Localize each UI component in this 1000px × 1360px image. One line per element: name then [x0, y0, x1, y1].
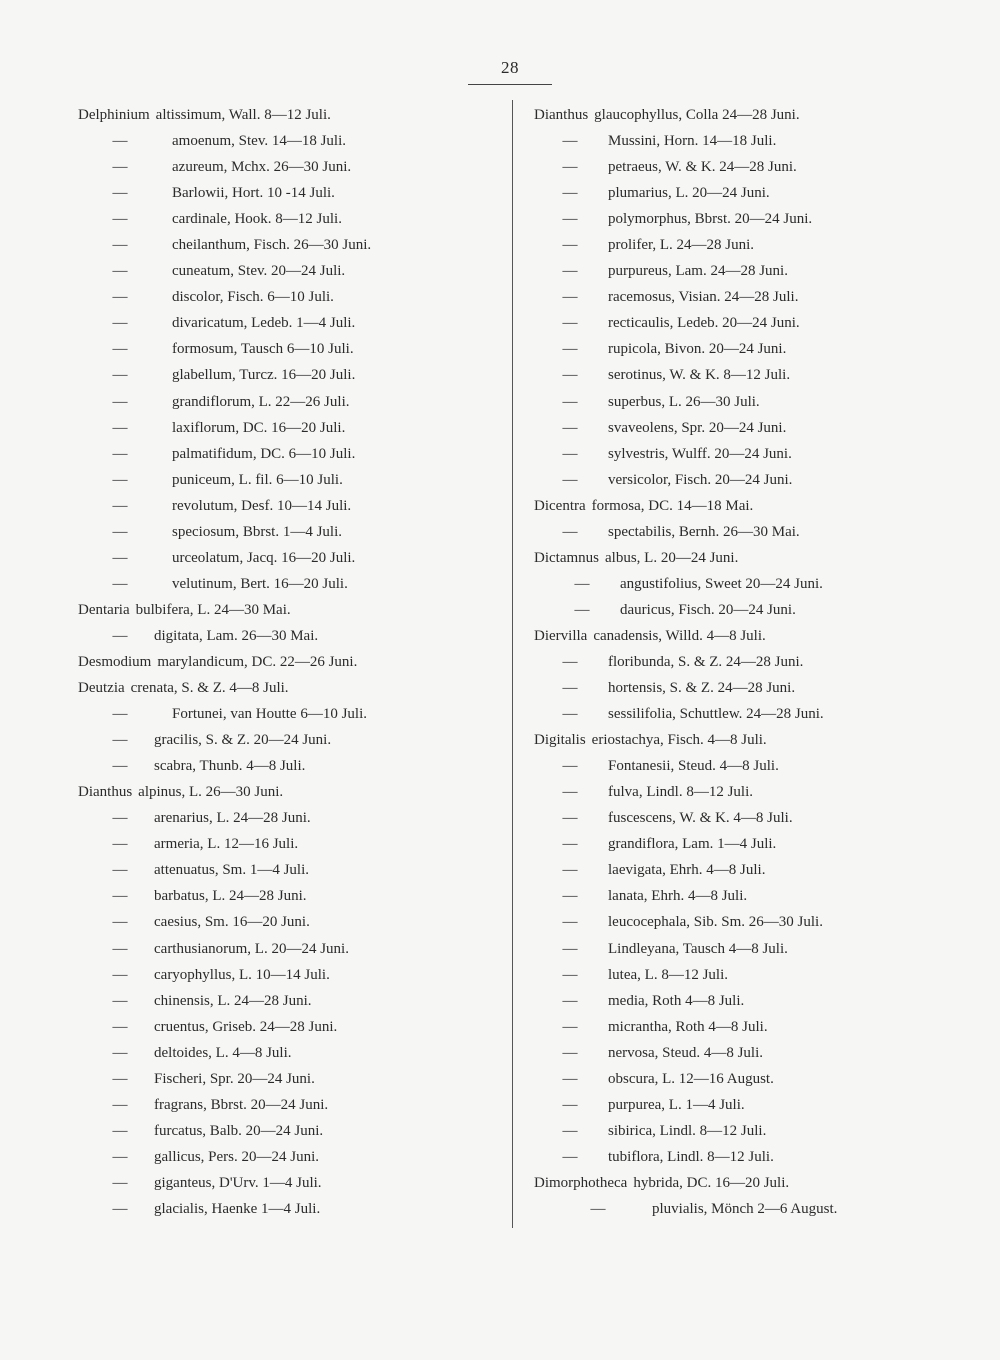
ditto-dash: — [112, 1096, 128, 1113]
ditto-dash: — [112, 549, 128, 566]
ditto-dash: — [112, 1200, 128, 1217]
list-item [78, 206, 503, 232]
left-column [78, 102, 503, 1222]
species-entry: cardinale, Hook. 8—12 Juli. [172, 211, 342, 228]
list-item [78, 389, 503, 415]
ditto-dash: — [112, 706, 128, 723]
species-entry: amoenum, Stev. 14—18 Juli. [172, 133, 347, 150]
list-item [534, 336, 974, 362]
ditto-dash: — [562, 445, 578, 462]
genus-name: Dictamnus [534, 549, 599, 566]
list-item [534, 180, 974, 206]
list-item [534, 1170, 974, 1196]
species-entry: palmatifidum, DC. 6—10 Juli. [172, 445, 356, 462]
ditto-dash: — [112, 185, 128, 202]
species-entry: giganteus, D'Urv. 1—4 Juli. [154, 1174, 322, 1191]
list-item [78, 962, 503, 988]
species-entry: grandiflora, Lam. 1—4 Juli. [608, 836, 777, 853]
list-item [78, 1066, 503, 1092]
list-item [534, 623, 974, 649]
genus-name: Deutzia [78, 680, 125, 697]
ditto-dash: — [112, 888, 128, 905]
ditto-dash: — [562, 862, 578, 879]
species-entry: nervosa, Steud. 4—8 Juli. [608, 1044, 763, 1061]
ditto-dash: — [112, 836, 128, 853]
species-entry: sessilifolia, Schuttlew. 24—28 Juni. [608, 706, 824, 723]
list-item [78, 571, 503, 597]
ditto-dash: — [562, 810, 578, 827]
list-item [78, 597, 503, 623]
species-entry: fuscescens, W. & K. 4—8 Juli. [608, 810, 793, 827]
list-item [78, 1196, 503, 1222]
ditto-dash: — [112, 367, 128, 384]
list-item [78, 936, 503, 962]
ditto-dash: — [112, 419, 128, 436]
ditto-dash: — [562, 237, 578, 254]
header-rule [468, 84, 552, 85]
list-item [534, 936, 974, 962]
species-entry: polymorphus, Bbrst. 20—24 Juni. [608, 211, 813, 228]
list-item [534, 883, 974, 909]
list-item [534, 310, 974, 336]
list-item [78, 1118, 503, 1144]
list-item [534, 154, 974, 180]
species-entry: azureum, Mchx. 26—30 Juni. [172, 159, 352, 176]
species-entry: spectabilis, Bernh. 26—30 Mai. [608, 523, 800, 540]
species-entry: velutinum, Bert. 16—20 Juli. [172, 575, 348, 592]
ditto-dash: — [562, 940, 578, 957]
genus-name: Dicentra [534, 497, 586, 514]
list-item [534, 232, 974, 258]
ditto-dash: — [562, 523, 578, 540]
species-entry: racemosus, Visian. 24—28 Juli. [608, 289, 799, 306]
list-item [78, 336, 503, 362]
species-entry: svaveolens, Spr. 20—24 Juni. [608, 419, 787, 436]
list-item [534, 727, 974, 753]
species-entry: attenuatus, Sm. 1—4 Juli. [154, 862, 309, 879]
species-entry: hybrida, DC. 16—20 Juli. [633, 1174, 790, 1191]
list-item [78, 545, 503, 571]
list-item [534, 493, 974, 519]
species-entry: crenata, S. & Z. 4—8 Juli. [130, 680, 289, 697]
species-entry: caesius, Sm. 16—20 Juni. [154, 914, 310, 931]
species-entry: digitata, Lam. 26—30 Mai. [154, 627, 319, 644]
ditto-dash: — [562, 992, 578, 1009]
species-entry: versicolor, Fisch. 20—24 Juni. [608, 471, 793, 488]
species-entry: recticaulis, Ledeb. 20—24 Juni. [608, 315, 800, 332]
list-item [78, 180, 503, 206]
ditto-dash: — [112, 1174, 128, 1191]
species-entry: alpinus, L. 26—30 Juni. [138, 784, 284, 801]
ditto-dash: — [562, 784, 578, 801]
list-item [78, 102, 503, 128]
species-entry: formosum, Tausch 6—10 Juli. [172, 341, 354, 358]
ditto-dash: — [562, 289, 578, 306]
list-item [534, 519, 974, 545]
species-entry: angustifolius, Sweet 20—24 Juni. [620, 575, 823, 592]
list-item [78, 154, 503, 180]
list-item [78, 779, 503, 805]
list-item [78, 727, 503, 753]
species-entry: discolor, Fisch. 6—10 Juli. [172, 289, 334, 306]
species-entry: altissimum, Wall. 8—12 Juli. [155, 107, 331, 123]
species-entry: Mussini, Horn. 14—18 Juli. [608, 133, 777, 150]
species-entry: leucocephala, Sib. Sm. 26—30 Juli. [608, 914, 823, 931]
species-entry: serotinus, W. & K. 8—12 Juli. [608, 367, 791, 384]
ditto-dash: — [590, 1200, 606, 1217]
genus-name: Dianthus [534, 107, 589, 123]
ditto-dash: — [112, 758, 128, 775]
ditto-dash: — [112, 315, 128, 332]
list-item [534, 389, 974, 415]
species-entry: gracilis, S. & Z. 20—24 Juni. [154, 732, 332, 749]
ditto-dash: — [562, 966, 578, 983]
ditto-dash: — [112, 497, 128, 514]
list-item [78, 675, 503, 701]
species-entry: pluvialis, Mönch 2—6 August. [652, 1200, 838, 1217]
ditto-dash: — [562, 1044, 578, 1061]
ditto-dash: — [562, 367, 578, 384]
list-item [78, 753, 503, 779]
list-item [78, 909, 503, 935]
genus-name: Dimorphotheca [534, 1174, 628, 1191]
list-item [78, 467, 503, 493]
ditto-dash: — [112, 1070, 128, 1087]
species-entry: laevigata, Ehrh. 4—8 Juli. [608, 862, 766, 879]
species-entry: prolifer, L. 24—28 Juni. [608, 237, 755, 254]
list-item [534, 675, 974, 701]
list-item [534, 1144, 974, 1170]
ditto-dash: — [562, 185, 578, 202]
genus-name: Dentaria [78, 601, 130, 618]
ditto-dash: — [112, 992, 128, 1009]
species-entry: lutea, L. 8—12 Juli. [608, 966, 728, 983]
list-item [78, 1040, 503, 1066]
list-item [534, 1040, 974, 1066]
list-item [534, 1118, 974, 1144]
ditto-dash: — [112, 1122, 128, 1139]
ditto-dash: — [112, 1044, 128, 1061]
species-entry: Fontanesii, Steud. 4—8 Juli. [608, 758, 779, 775]
species-entry: arenarius, L. 24—28 Juni. [154, 810, 311, 827]
species-entry: fulva, Lindl. 8—12 Juli. [608, 784, 753, 801]
species-entry: fragrans, Bbrst. 20—24 Juni. [154, 1096, 329, 1113]
list-item [78, 284, 503, 310]
species-entry: purpureus, Lam. 24—28 Juni. [608, 263, 788, 280]
list-item [78, 1170, 503, 1196]
list-item [534, 1092, 974, 1118]
page-number: 28 [501, 58, 519, 77]
list-item [78, 310, 503, 336]
species-entry: divaricatum, Ledeb. 1—4 Juli. [172, 315, 356, 332]
ditto-dash: — [562, 888, 578, 905]
species-entry: puniceum, L. fil. 6—10 Juli. [172, 471, 343, 488]
ditto-dash: — [574, 601, 590, 618]
right-column [534, 102, 974, 1222]
ditto-dash: — [562, 1148, 578, 1165]
ditto-dash: — [112, 966, 128, 983]
ditto-dash: — [562, 211, 578, 228]
list-item [534, 805, 974, 831]
list-item [534, 362, 974, 388]
species-entry: caryophyllus, L. 10—14 Juli. [154, 966, 330, 983]
ditto-dash: — [562, 1070, 578, 1087]
ditto-dash: — [112, 810, 128, 827]
genus-name: Delphinium [78, 107, 150, 123]
species-entry: Lindleyana, Tausch 4—8 Juli. [608, 940, 788, 957]
list-item [78, 883, 503, 909]
list-item [78, 362, 503, 388]
ditto-dash: — [112, 732, 128, 749]
species-entry: speciosum, Bbrst. 1—4 Juli. [172, 523, 343, 540]
species-entry: marylandicum, DC. 22—26 Juni. [157, 653, 358, 670]
list-item [78, 623, 503, 649]
ditto-dash: — [112, 627, 128, 644]
list-item [78, 988, 503, 1014]
list-item [534, 988, 974, 1014]
species-entry: carthusianorum, L. 20—24 Juni. [154, 940, 349, 957]
species-entry: cheilanthum, Fisch. 26—30 Juni. [172, 237, 372, 254]
species-entry: Barlowii, Hort. 10 -14 Juli. [172, 185, 335, 202]
list-item [534, 1066, 974, 1092]
species-entry: laxiflorum, DC. 16—20 Juli. [172, 419, 346, 436]
species-entry: micrantha, Roth 4—8 Juli. [608, 1018, 768, 1035]
ditto-dash: — [562, 836, 578, 853]
ditto-dash: — [562, 315, 578, 332]
ditto-dash: — [112, 523, 128, 540]
species-entry: tubiflora, Lindl. 8—12 Juli. [608, 1148, 774, 1165]
list-item [78, 519, 503, 545]
ditto-dash: — [562, 758, 578, 775]
list-item [78, 649, 503, 675]
species-entry: floribunda, S. & Z. 24—28 Juni. [608, 653, 804, 670]
ditto-dash: — [112, 393, 128, 410]
list-item [534, 857, 974, 883]
species-entry: media, Roth 4—8 Juli. [608, 992, 745, 1009]
ditto-dash: — [112, 1018, 128, 1035]
species-entry: armeria, L. 12—16 Juli. [154, 836, 299, 853]
list-item [534, 206, 974, 232]
species-entry: obscura, L. 12—16 August. [608, 1070, 774, 1087]
ditto-dash: — [112, 159, 128, 176]
ditto-dash: — [112, 575, 128, 592]
ditto-dash: — [562, 419, 578, 436]
species-entry: sibirica, Lindl. 8—12 Juli. [608, 1122, 767, 1139]
genus-name: Digitalis [534, 732, 586, 749]
species-entry: hortensis, S. & Z. 24—28 Juni. [608, 680, 796, 697]
ditto-dash: — [562, 393, 578, 410]
ditto-dash: — [562, 159, 578, 176]
list-item [534, 909, 974, 935]
list-item [534, 701, 974, 727]
species-entry: glabellum, Turcz. 16—20 Juli. [172, 367, 356, 384]
species-entry: grandiflorum, L. 22—26 Juli. [172, 393, 350, 410]
ditto-dash: — [562, 1018, 578, 1035]
species-entry: barbatus, L. 24—28 Juni. [154, 888, 307, 905]
ditto-dash: — [112, 940, 128, 957]
species-entry: dauricus, Fisch. 20—24 Juni. [620, 601, 796, 618]
species-entry: Fortunei, van Houtte 6—10 Juli. [172, 706, 367, 723]
genus-name: Diervilla [534, 627, 588, 644]
species-entry: scabra, Thunb. 4—8 Juli. [154, 758, 306, 775]
ditto-dash: — [562, 706, 578, 723]
species-entry: revolutum, Desf. 10—14 Juli. [172, 497, 352, 514]
ditto-dash: — [562, 263, 578, 280]
list-item [78, 1092, 503, 1118]
ditto-dash: — [562, 653, 578, 670]
list-item [78, 1014, 503, 1040]
ditto-dash: — [112, 471, 128, 488]
ditto-dash: — [562, 471, 578, 488]
ditto-dash: — [562, 1096, 578, 1113]
column-divider [512, 100, 513, 1228]
list-item [534, 441, 974, 467]
species-entry: rupicola, Bivon. 20—24 Juni. [608, 341, 787, 358]
species-entry: urceolatum, Jacq. 16—20 Juli. [172, 549, 356, 566]
list-item [534, 258, 974, 284]
ditto-dash: — [112, 289, 128, 306]
list-item [78, 493, 503, 519]
list-item [78, 415, 503, 441]
species-entry: Fischeri, Spr. 20—24 Juni. [154, 1070, 315, 1087]
list-item [78, 805, 503, 831]
list-item [78, 232, 503, 258]
genus-name: Dianthus [78, 784, 133, 801]
list-item [78, 701, 503, 727]
ditto-dash: — [112, 211, 128, 228]
species-entry: cuneatum, Stev. 20—24 Juli. [172, 263, 346, 280]
ditto-dash: — [112, 862, 128, 879]
species-entry: sylvestris, Wulff. 20—24 Juni. [608, 445, 792, 462]
list-item [534, 753, 974, 779]
species-entry: plumarius, L. 20—24 Juni. [608, 185, 770, 202]
list-item [78, 441, 503, 467]
ditto-dash: — [562, 680, 578, 697]
list-item [534, 1196, 974, 1222]
list-item [534, 779, 974, 805]
list-item [78, 857, 503, 883]
list-item [534, 649, 974, 675]
species-entry: glaucophyllus, Colla 24—28 Juni. [594, 107, 800, 123]
species-entry: gallicus, Pers. 20—24 Juni. [154, 1148, 319, 1165]
list-item [534, 831, 974, 857]
list-item [534, 284, 974, 310]
list-item [534, 128, 974, 154]
list-item [534, 467, 974, 493]
genus-name: Desmodium [78, 653, 152, 670]
ditto-dash: — [112, 263, 128, 280]
list-item [534, 415, 974, 441]
ditto-dash: — [112, 133, 128, 150]
list-item [534, 962, 974, 988]
ditto-dash: — [112, 237, 128, 254]
ditto-dash: — [112, 914, 128, 931]
species-entry: albus, L. 20—24 Juni. [605, 549, 739, 566]
ditto-dash: — [562, 914, 578, 931]
species-entry: bulbifera, L. 24—30 Mai. [135, 601, 291, 618]
species-entry: deltoides, L. 4—8 Juli. [154, 1044, 292, 1061]
ditto-dash: — [112, 1148, 128, 1165]
species-entry: canadensis, Willd. 4—8 Juli. [593, 627, 766, 644]
species-entry: petraeus, W. & K. 24—28 Juni. [608, 159, 797, 176]
ditto-dash: — [112, 445, 128, 462]
list-item [78, 258, 503, 284]
ditto-dash: — [562, 133, 578, 150]
species-entry: lanata, Ehrh. 4—8 Juli. [608, 888, 748, 905]
list-item [534, 102, 974, 128]
list-item [534, 571, 974, 597]
list-item [78, 1144, 503, 1170]
species-entry: eriostachya, Fisch. 4—8 Juli. [591, 732, 767, 749]
species-entry: glacialis, Haenke 1—4 Juli. [154, 1200, 321, 1217]
list-item [534, 597, 974, 623]
ditto-dash: — [562, 1122, 578, 1139]
species-entry: chinensis, L. 24—28 Juni. [154, 992, 312, 1009]
species-entry: cruentus, Griseb. 24—28 Juni. [154, 1018, 338, 1035]
list-item [78, 831, 503, 857]
ditto-dash: — [574, 575, 590, 592]
species-entry: formosa, DC. 14—18 Mai. [591, 497, 754, 514]
list-item [534, 1014, 974, 1040]
species-entry: furcatus, Balb. 20—24 Juni. [154, 1122, 324, 1139]
list-item [78, 128, 503, 154]
ditto-dash: — [112, 341, 128, 358]
ditto-dash: — [562, 341, 578, 358]
species-entry: purpurea, L. 1—4 Juli. [608, 1096, 745, 1113]
list-item [534, 545, 974, 571]
species-entry: superbus, L. 26—30 Juli. [608, 393, 760, 410]
